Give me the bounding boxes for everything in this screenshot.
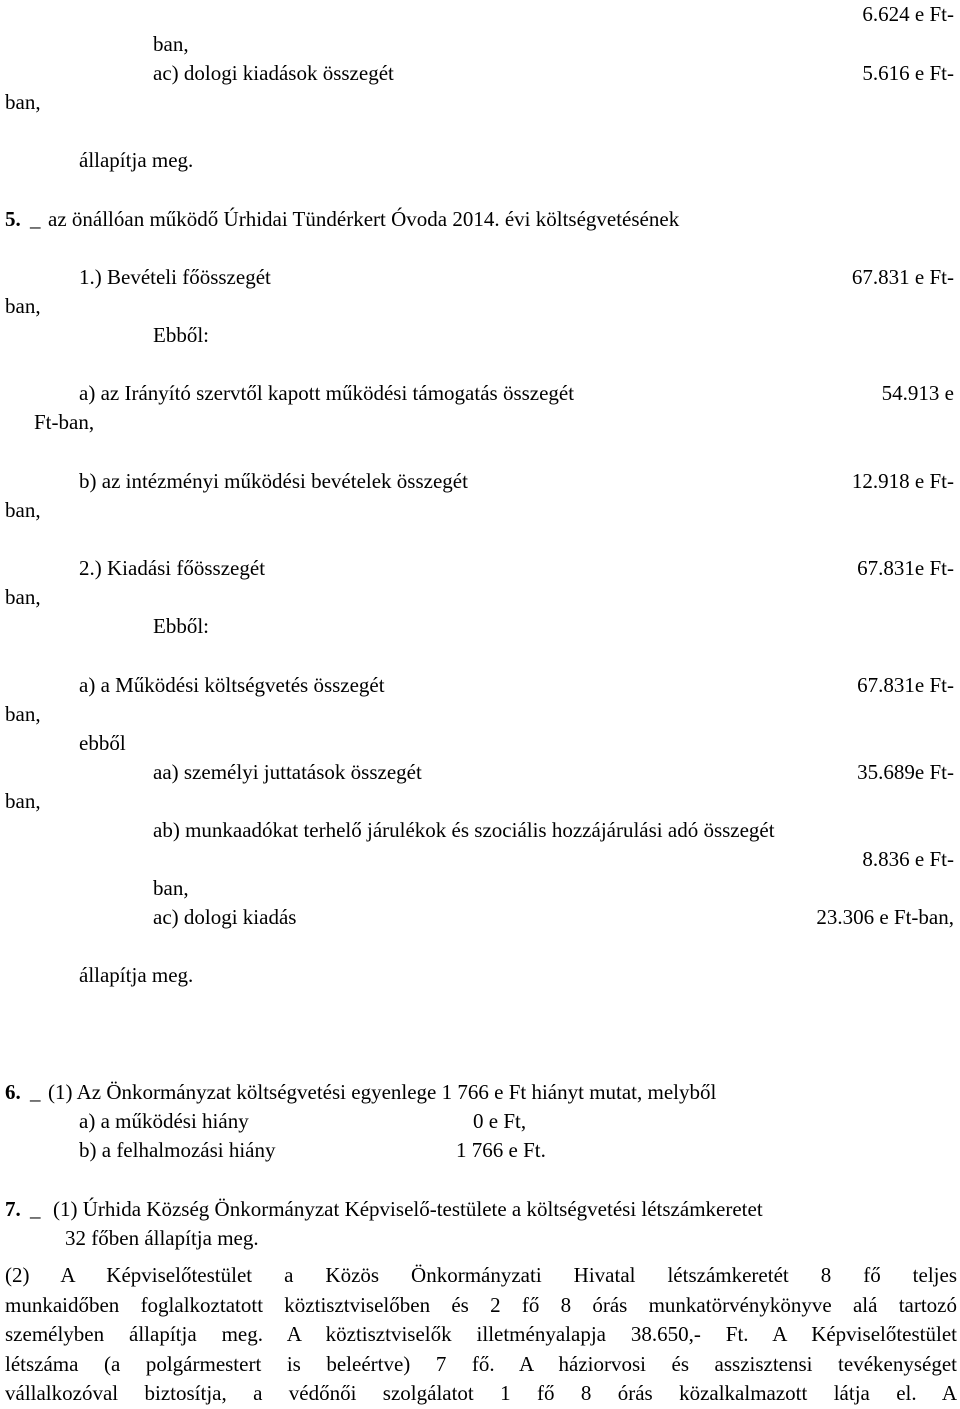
ebbol-label-2: Ebből: (153, 614, 209, 638)
section7-underscore: _ (30, 1197, 41, 1221)
top-closing: állapítja meg. (79, 148, 194, 172)
revenue-ban: ban, (5, 294, 41, 318)
support-ban: Ft-ban, (34, 410, 95, 434)
revenue-label: 1.) Bevételi főösszegét (79, 265, 271, 289)
material-label: ac) dologi kiadás (153, 905, 297, 929)
section7-p2-line: vállalkozóval biztosítja, a védőnői szolgálatot 1 fő 8 órás közalkalmazott látja el. A (5, 1381, 957, 1405)
section6-text: (1) Az Önkormányzat költségvetési egyenlege 1 766 e Ft hiányt mutat, melyből (48, 1080, 717, 1104)
top-amount-1: 6.624 e Ft- (862, 2, 954, 26)
revenue-amount: 67.831 e Ft- (851, 265, 954, 289)
capital-deficit-label: b) a felhalmozási hiány (79, 1138, 276, 1162)
ebbol-label-1: Ebből: (153, 323, 209, 347)
top-ac-amount: 5.616 e Ft- (862, 61, 954, 85)
capital-deficit-value: 1 766 e Ft. (456, 1138, 546, 1162)
section5-heading: az önállóan működő Úrhidai Tündérkert Óvoda 2014. évi költségvetésének (48, 207, 680, 231)
support-amount: 54.913 e (881, 381, 954, 405)
material-amount: 23.306 e Ft-ban, (816, 905, 954, 929)
income-amount: 12.918 e Ft- (851, 469, 954, 493)
section5-closing: állapítja meg. (79, 963, 194, 987)
operating-deficit-label: a) a működési hiány (79, 1109, 249, 1133)
section5-underscore: _ (30, 207, 41, 231)
ebbol-label-3: ebből (79, 731, 126, 755)
section7-p1-line2: 32 főben állapítja meg. (65, 1226, 259, 1250)
top-ban-2: ban, (5, 90, 41, 114)
contributions-ban: ban, (153, 876, 189, 900)
income-label: b) az intézményi működési bevételek összegét (79, 469, 468, 493)
personnel-label: aa) személyi juttatások összegét (153, 760, 422, 784)
contributions-label: ab) munkaadókat terhelő járulékok és szociális hozzájárulási adó összegét (153, 818, 775, 842)
operating-budget-label: a) a Működési költségvetés összegét (79, 673, 385, 697)
section7-p1-line1: (1) Úrhida Község Önkormányzat Képviselő-testülete a költségvetési létszámkeretet (53, 1197, 763, 1221)
operating-budget-ban: ban, (5, 702, 41, 726)
income-ban: ban, (5, 498, 41, 522)
personnel-amount: 35.689e Ft- (857, 760, 954, 784)
section7-p2-line: személyben állapítja meg. A köztisztviselők illetményalapja 38.650,- Ft. A Képviselőtestület (5, 1322, 957, 1346)
expense-label: 2.) Kiadási főösszegét (79, 556, 266, 580)
top-ac-label: ac) dologi kiadások összegét (153, 61, 394, 85)
section7-p2-line: létszáma (a polgármestert is beleértve) 7 fő. A háziorvosi és asszisztensi tevékenységet (5, 1351, 957, 1376)
section6-number: 6. (5, 1080, 21, 1104)
support-label: a) az Irányító szervtől kapott működési támogatás összegét (79, 381, 575, 405)
top-ban-1: ban, (153, 32, 189, 56)
section7-p2-line: munkaidőben foglalkoztatott köztisztviselőben és 2 fő 8 órás munkatörvénykönyve alá tartozó (5, 1292, 957, 1317)
section7-number: 7. (5, 1197, 21, 1221)
contributions-amount: 8.836 e Ft- (862, 847, 954, 871)
section6-underscore: _ (30, 1080, 41, 1104)
operating-deficit-value: 0 e Ft, (473, 1109, 527, 1133)
section5-number: 5. (5, 207, 21, 231)
section7-p2-line: (2) A Képviselőtestület a Közös Önkormányzati Hivatal létszámkeretét 8 fő teljes (5, 1263, 957, 1287)
expense-amount: 67.831e Ft- (857, 556, 954, 580)
expense-ban: ban, (5, 585, 41, 609)
personnel-ban: ban, (5, 789, 41, 813)
section7-paragraph-2 (5, 1261, 957, 1409)
operating-budget-amount: 67.831e Ft- (857, 673, 954, 697)
